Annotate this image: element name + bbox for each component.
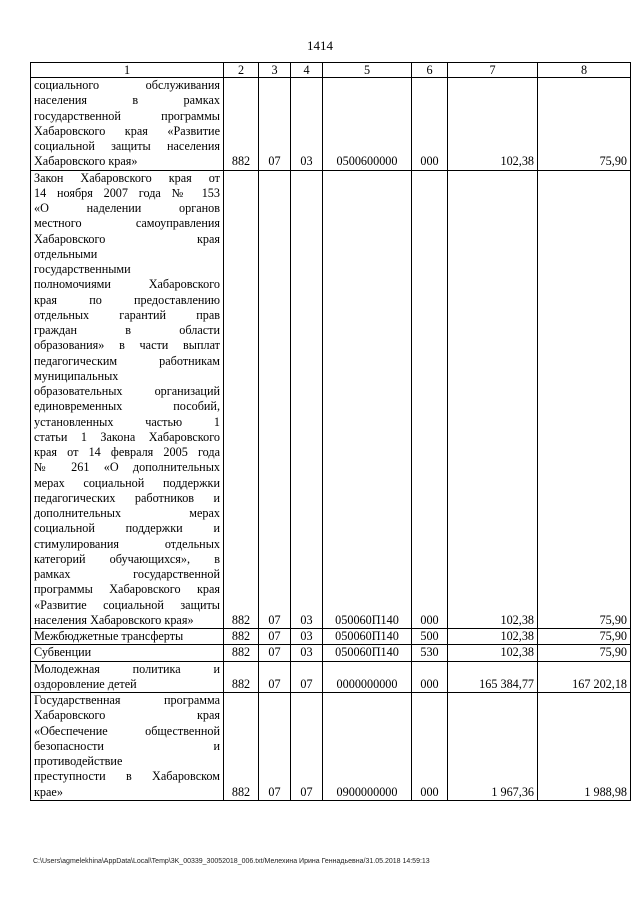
description-line: социальной защиты населения [34,139,220,153]
column-header: 8 [538,63,631,78]
amount-year2-cell: 1 988,98 [538,693,631,801]
row-description [31,78,224,171]
description-line: отдельными [34,246,98,261]
description-line: 14 ноября 2007 года № 153 [34,185,220,200]
column-header: 6 [412,63,448,78]
amount-year1-cell: 102,38 [448,78,538,171]
amount-year2-cell: 75,90 [538,78,631,171]
description-line: населения в рамках [34,93,220,108]
description-line: края по предоставлению [34,292,220,307]
page-number: 1414 [307,38,333,53]
admin-code-cell: 882 [224,78,259,171]
description-line: социального обслуживания [34,78,220,92]
description-line: № 261 «О дополнительных [34,460,220,475]
table-row [31,78,631,171]
target-article-cell: 050060П140 [323,629,412,645]
description-line: Межбюджетные трансферты [34,629,184,643]
description-line: крае» [34,784,63,799]
column-header: 3 [259,63,291,78]
section-code-cell: 07 [259,661,291,693]
description-line: Хабаровского края» [34,154,138,169]
description-line: Государственная программа [34,693,220,707]
description-line: «Обеспечение общественной [34,723,220,738]
row-description [31,645,224,661]
target-article-cell: 0000000000 [323,661,412,693]
description-line: дополнительных мерах [34,506,220,520]
section-code-cell: 07 [259,170,291,629]
column-header: 5 [323,63,412,78]
column-header: 4 [291,63,323,78]
section-code-cell: 07 [259,645,291,661]
subsection-code-cell: 07 [291,693,323,801]
table-row [31,629,631,645]
expense-type-cell: 000 [412,78,448,171]
description-line: стимулирования отдельных [34,536,220,551]
amount-year1-cell: 102,38 [448,629,538,645]
description-line: статьи 1 Закона Хабаровского [34,429,220,444]
table-row [31,645,631,661]
description-line: противодействие [34,754,123,768]
row-description [31,170,224,629]
description-line: местного самоуправления [34,216,220,231]
admin-code-cell: 882 [224,693,259,801]
description-line: социальной поддержки и [34,521,220,536]
description-line: оздоровление детей [34,676,137,691]
description-line: Субвенции [34,645,92,660]
description-line: образования» в части выплат [34,338,220,353]
row-description [31,693,224,801]
description-line: государственными [34,262,131,276]
section-code-cell: 07 [259,78,291,171]
target-article-cell: 050060П140 [323,645,412,661]
description-line: «О наделении органов [34,201,220,215]
amount-year2-cell: 75,90 [538,170,631,629]
subsection-code-cell: 03 [291,629,323,645]
description-line: муниципальных [34,368,119,383]
description-line: педагогических работников и [34,490,220,505]
admin-code-cell: 882 [224,170,259,629]
subsection-code-cell: 03 [291,645,323,661]
section-code-cell: 07 [259,693,291,801]
description-line: «Развитие социальной защиты [34,597,220,612]
subsection-code-cell: 03 [291,170,323,629]
target-article-cell: 0500600000 [323,78,412,171]
description-line: педагогическим работникам [34,353,220,368]
section-code-cell: 07 [259,629,291,645]
expense-type-cell: 530 [412,645,448,661]
amount-year2-cell: 75,90 [538,629,631,645]
column-header: 1 [31,63,224,78]
expense-type-cell: 000 [412,693,448,801]
description-line: отдельных гарантий прав [34,307,220,322]
description-line: категорий обучающихся», в [34,551,220,566]
description-line: Молодежная политика и [34,661,220,676]
description-line: Хабаровского края [34,231,220,246]
description-line: единовременных пособий, [34,399,220,414]
target-article-cell: 0900000000 [323,693,412,801]
column-header: 2 [224,63,259,78]
amount-year1-cell: 102,38 [448,170,538,629]
amount-year2-cell: 167 202,18 [538,661,631,693]
description-line: населения Хабаровского края» [34,612,194,627]
column-number-row [31,63,631,78]
amount-year2-cell: 75,90 [538,645,631,661]
target-article-cell: 050060П140 [323,170,412,629]
description-line: рамках государственной [34,567,220,581]
admin-code-cell: 882 [224,661,259,693]
description-line: преступности в Хабаровском [34,769,220,784]
description-line: Закон Хабаровского края от [34,170,220,185]
amount-year1-cell: 102,38 [448,645,538,661]
description-line: безопасности и [34,738,220,753]
admin-code-cell: 882 [224,629,259,645]
admin-code-cell: 882 [224,645,259,661]
expense-type-cell: 000 [412,170,448,629]
description-line: Хабаровского края [34,708,220,723]
table-row [31,661,631,693]
subsection-code-cell: 07 [291,661,323,693]
description-line: Хабаровского края «Развитие [34,123,220,138]
amount-year1-cell: 165 384,77 [448,661,538,693]
description-line: установленных частью 1 [34,414,220,429]
table-row [31,170,631,629]
description-line: образовательных организаций [34,384,220,398]
expense-type-cell: 500 [412,629,448,645]
expense-type-cell: 000 [412,661,448,693]
description-line: программы Хабаровского края [34,582,220,597]
row-description [31,629,224,645]
column-header: 7 [448,63,538,78]
file-path-footer: C:\Users\agmelekhina\AppData\Local\Temp\3K_00339_30052018_006.txt/Мелехина Ирина Геннадьевна/31.05.2018 14:59:13 [33,858,430,865]
budget-table [30,62,631,801]
row-description [31,661,224,693]
description-line: края от 14 февраля 2005 года [34,445,220,459]
amount-year1-cell: 1 967,36 [448,693,538,801]
subsection-code-cell: 03 [291,78,323,171]
table-row [31,693,631,801]
description-line: граждан в области [34,323,220,337]
description-line: полномочиями Хабаровского [34,277,220,292]
description-line: государственной программы [34,108,220,123]
description-line: мерах социальной поддержки [34,475,220,490]
